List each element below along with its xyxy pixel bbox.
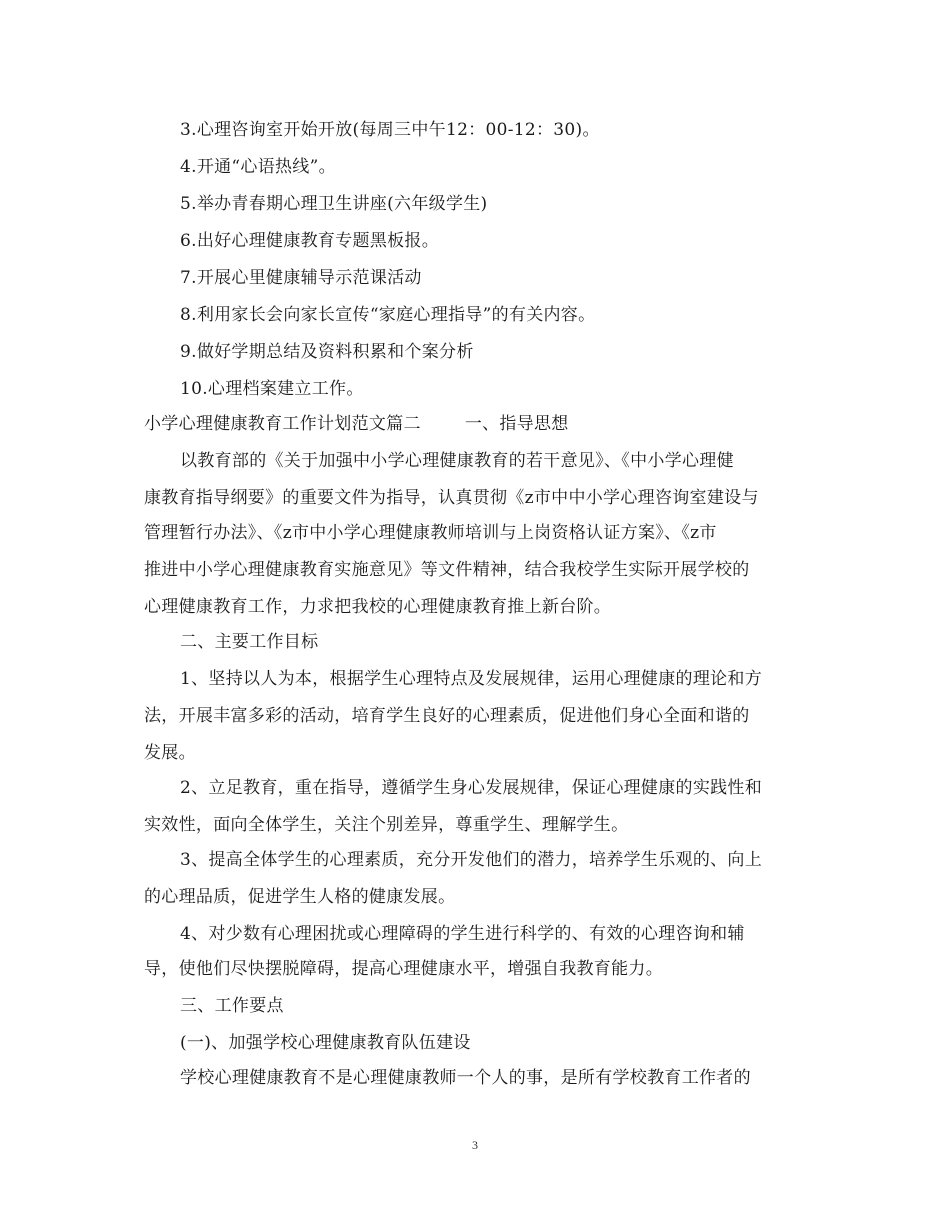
list-item: 9.做好学期总结及资料积累和个案分析 [180,342,474,362]
section-subtitle: 一、指导思想 [464,414,569,434]
paragraph-line: 学校心理健康教育不是心理健康教师一个人的事，是所有学校教育工作者的 [180,1068,751,1088]
sub-heading: (一)、加强学校心理健康教育队伍建设 [180,1033,471,1053]
paragraph-line: 心理健康教育工作，力求把我校的心理健康教育推上新台阶。 [144,597,612,617]
section-heading [144,412,814,436]
list-item: 6.出好心理健康教育专题黑板报。 [180,231,440,251]
heading: 二、主要工作目标 [180,632,319,652]
list-item: 3.心理咨询室开始开放(每周三中午12：00-12：30)。 [180,120,600,140]
paragraph-line: 的心理品质，促进学生人格的健康发展。 [144,887,456,907]
list-item: 4.开通“心语热线”。 [180,157,336,177]
page-number: 3 [472,1138,478,1152]
paragraph-line: 实效性，面向全体学生，关注个别差异，尊重学生、理解学生。 [144,815,629,835]
list-item: 10.心理档案建立工作。 [180,379,364,399]
paragraph-line: 以教育部的《关于加强中小学心理健康教育的若干意见》、《中小学心理健 [180,451,734,471]
paragraph-line: 法，开展丰富多彩的活动，培育学生良好的心理素质，促进他们身心全面和谐的 [144,706,750,726]
list-item: 7.开展心里健康辅导示范课活动 [180,268,422,288]
paragraph-line: 导，使他们尽快摆脱障碍，提高心理健康水平，增强自我教育能力。 [144,959,663,979]
paragraph-line: 1、坚持以人为本，根据学生心理特点及发展规律，运用心理健康的理论和方 [180,669,763,689]
paragraph-line: 管理暂行办法》、《z市中小学心理健康教师培训与上岗资格认证方案》、《z市 [144,523,717,543]
paragraph-line: 推进中小学心理健康教育实施意见》等文件精神，结合我校学生实际开展学校的 [144,560,750,580]
heading: 三、工作要点 [180,996,284,1016]
paragraph-line: 2、立足教育，重在指导，遵循学生身心发展规律，保证心理健康的实践性和 [180,778,763,798]
paragraph-line: 4、对少数有心理困扰或心理障碍的学生进行科学的、有效的心理咨询和辅 [180,924,745,944]
list-item: 8.利用家长会向家长宣传“家庭心理指导”的有关内容。 [180,305,596,325]
paragraph-line: 发展。 [144,743,196,763]
list-item: 5.举办青春期心理卫生讲座(六年级学生) [180,194,488,214]
paragraph-line: 3、提高全体学生的心理素质，充分开发他们的潜力，培养学生乐观的、向上 [180,850,763,870]
section-title: 小学心理健康教育工作计划范文篇二 [144,414,421,434]
paragraph-line: 康教育指导纲要》的重要文件为指导，认真贯彻《z市中中小学心理咨询室建设与 [144,488,759,508]
